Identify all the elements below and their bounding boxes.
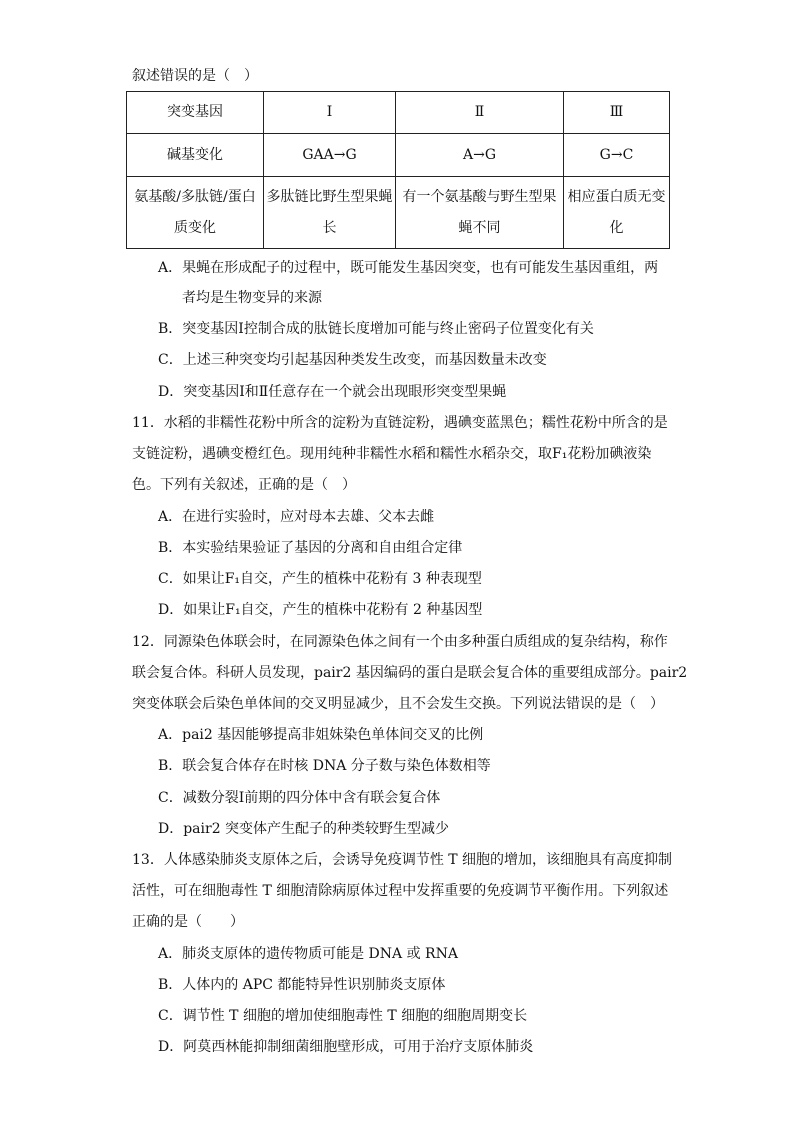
question-13-line3: 正确的是（ ） [132,914,244,930]
table-row [127,177,670,249]
option-10b: B．突变基因Ⅰ控制合成的肽链长度增加可能与终止密码子位置变化有关 [158,321,594,337]
option-13d: D．阿莫西林能抑制细菌细胞壁形成，可用于治疗支原体肺炎 [158,1039,534,1055]
table-cell: Ⅲ [564,92,670,134]
option-11b: B．本实验结果验证了基因的分离和自由组合定律 [158,540,463,556]
mutation-table [126,91,670,249]
option-11c: C．如果让F₁自交，产生的植株中花粉有 3 种表现型 [158,571,482,587]
table-cell: 突变基因 [127,92,264,134]
question-12-line1: 12．同源染色体联会时，在同源染色体之间有一个由多种蛋白质组成的复杂结构，称作 [132,634,668,650]
question-12-line2: 联会复合体。科研人员发现，pair2 基因编码的蛋白是联会复合体的重要组成部分。pair2 [132,665,688,681]
question-10-stem-tail: 叙述错误的是（ ） [132,68,258,84]
option-13b: B．人体内的 APC 都能特异性识别肺炎支原体 [158,977,446,993]
table-cell: 碱基变化 [127,134,264,177]
option-12d: D．pair2 突变体产生配子的种类较野生型减少 [158,821,450,837]
option-12a: A．pai2 基因能够提高非姐妹染色单体间交叉的比例 [158,727,484,743]
table-cell: 氨基酸/多肽链/蛋白质变化 [127,177,264,249]
table-row [127,134,670,177]
question-13-line2: 活性，可在细胞毒性 T 细胞清除病原体过程中发挥重要的免疫调节平衡作用。下列叙述 [132,883,669,899]
table-cell: Ⅰ [264,92,396,134]
option-10c: C．上述三种突变均引起基因种类发生改变，而基因数量未改变 [158,352,547,368]
question-12-line3: 突变体联会后染色单体间的交叉明显减少，且不会发生交换。下列说法错误的是（ ） [132,696,664,712]
table-cell: G→C [564,134,670,177]
option-11a: A．在进行实验时，应对母本去雄、父本去雌 [158,509,435,525]
option-10d: D．突变基因Ⅰ和Ⅱ任意存在一个就会出现眼形突变型果蝇 [158,384,507,400]
option-12c: C．减数分裂Ⅰ前期的四分体中含有联会复合体 [158,790,441,806]
question-11-line3: 色。下列有关叙述，正确的是（ ） [132,477,356,493]
table-cell: Ⅱ [396,92,564,134]
option-13a: A．肺炎支原体的遗传物质可能是 DNA 或 RNA [158,946,458,962]
table-cell: A→G [396,134,564,177]
option-13c: C．调节性 T 细胞的增加使细胞毒性 T 细胞的细胞周期变长 [158,1008,528,1024]
option-12b: B．联会复合体存在时核 DNA 分子数与染色体数相等 [158,758,491,774]
table-cell: GAA→G [264,134,396,177]
table-cell: 有一个氨基酸与野生型果蝇不同 [396,177,564,249]
option-11d: D．如果让F₁自交，产生的植株中花粉有 2 种基因型 [158,602,483,618]
option-10a-line2: 者均是生物变异的来源 [182,290,322,306]
option-10a-line1: A．果蝇在形成配子的过程中，既可能发生基因突变，也有可能发生基因重组，两 [158,260,659,276]
question-11-line1: 11．水稻的非糯性花粉中所含的淀粉为直链淀粉，遇碘变蓝黑色；糯性花粉中所含的是 [132,415,668,431]
table-cell: 多肽链比野生型果蝇长 [264,177,396,249]
question-11-line2: 支链淀粉，遇碘变橙红色。现用纯种非糯性水稻和糯性水稻杂交，取F₁花粉加碘液染 [132,446,652,462]
table-cell: 相应蛋白质无变化 [564,177,670,249]
question-13-line1: 13．人体感染肺炎支原体之后，会诱导免疫调节性 T 细胞的增加，该细胞具有高度抑制 [132,852,673,868]
table-row [127,92,670,134]
